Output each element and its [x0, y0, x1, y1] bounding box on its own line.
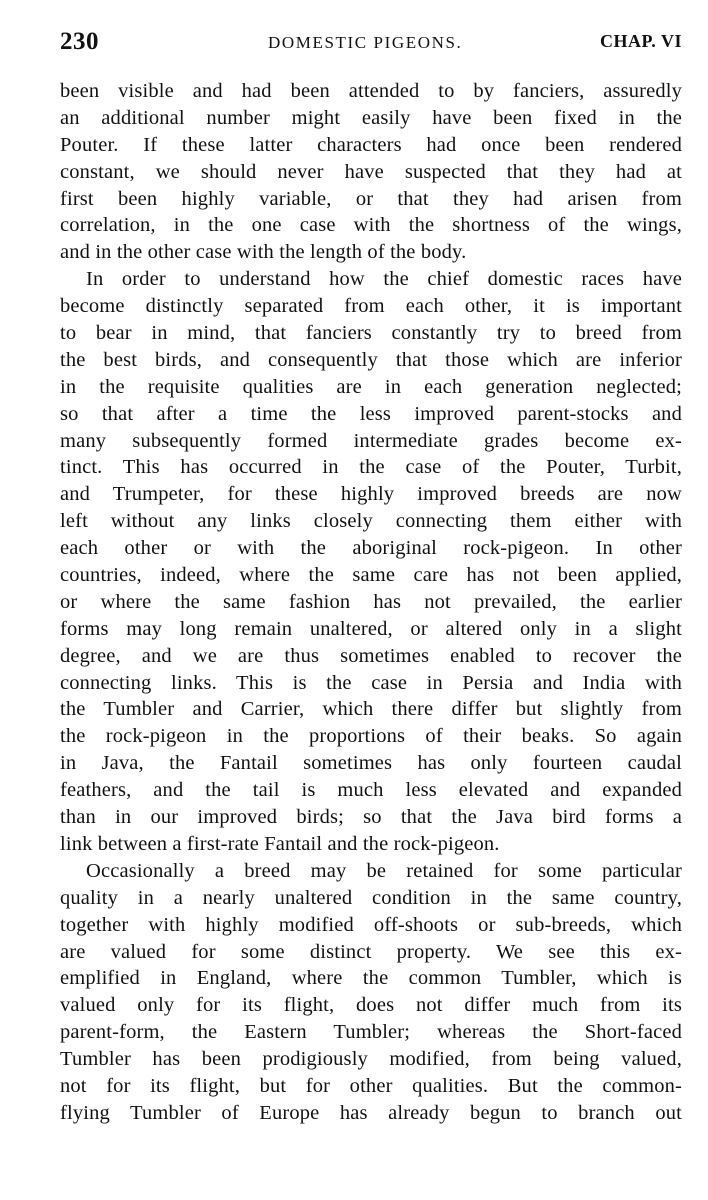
text-line: forms may long remain unaltered, or altered only in a slight [60, 617, 682, 640]
text-line: Tumbler has been prodigiously modified, from being valued, [60, 1048, 682, 1071]
text-line: to bear in mind, that fanciers constantly try to breed from [60, 322, 682, 345]
text-line: in Java, the Fantail sometimes has only fourteen caudal [60, 752, 682, 775]
text-line: quality in a nearly unaltered condition in the same country, [60, 886, 682, 909]
paragraph-end-line: link between a first-rate Fantail and the rock-pigeon. [60, 832, 500, 855]
text-line: the rock-pigeon in the proportions of their beaks. So again [60, 725, 682, 748]
text-line: correlation, in the one case with the shortness of the wings, [60, 214, 682, 237]
text-line: an additional number might easily have been fixed in the [60, 106, 682, 129]
paragraph-start-line: Occasionally a breed may be retained for some particular [86, 859, 682, 882]
text-line: each other or with the aboriginal rock-pigeon. In other [60, 537, 682, 560]
text-line: than in our improved birds; so that the Java bird forms a [60, 806, 682, 829]
text-line: Pouter. If these latter characters had once been rendered [60, 133, 682, 156]
chapter-label: CHAP. VI [599, 31, 682, 51]
text-line: the Tumbler and Carrier, which there differ but slightly from [60, 698, 682, 721]
text-line: constant, we should never have suspected that they had at [60, 160, 682, 183]
text-line: valued only for its flight, does not differ much from its [60, 994, 682, 1017]
paragraph-start-line: In order to understand how the chief domestic races have [86, 268, 682, 291]
text-line: many subsequently formed intermediate grades become ex- [60, 429, 682, 452]
text-line: been visible and had been attended to by fanciers, assuredly [60, 80, 682, 102]
paragraph-end-line: and in the other case with the length of the body. [60, 241, 467, 264]
text-line: connecting links. This is the case in Persia and India with [60, 671, 682, 694]
text-line: flying Tumbler of Europe has already begun to branch out [60, 1101, 682, 1124]
text-line: in the requisite qualities are in each generation neglected; [60, 375, 682, 398]
text-line: countries, indeed, where the same care has not been applied, [60, 564, 682, 587]
text-line: emplified in England, where the common Tumbler, which is [60, 967, 682, 990]
text-line: degree, and we are thus sometimes enabled to recover the [60, 644, 682, 667]
text-line: tinct. This has occurred in the case of the Pouter, Turbit, [60, 456, 682, 479]
text-line: together with highly modified off-shoots or sub-breeds, which [60, 913, 682, 936]
text-line: so that after a time the less improved parent-stocks and [60, 402, 682, 425]
text-line: the best birds, and consequently that those which are inferior [60, 348, 682, 371]
text-line: are valued for some distinct property. We see this ex- [60, 940, 682, 963]
body-text [60, 78, 682, 1127]
running-title: DOMESTIC PIGEONS. [268, 33, 463, 52]
text-line: not for its flight, but for other qualities. But the common- [60, 1074, 682, 1097]
text-line: first been highly variable, or that they had arisen from [60, 187, 682, 210]
page-number: 230 [60, 28, 99, 55]
text-line: become distinctly separated from each other, it is important [60, 295, 682, 318]
text-line: or where the same fashion has not prevailed, the earlier [60, 590, 682, 613]
text-line: feathers, and the tail is much less elevated and expanded [60, 779, 682, 802]
running-head [60, 28, 682, 62]
text-line: parent-form, the Eastern Tumbler; whereas the Short-faced [60, 1021, 682, 1044]
text-line: and Trumpeter, for these highly improved breeds are now [60, 483, 682, 506]
text-line: left without any links closely connecting them either with [60, 510, 682, 533]
